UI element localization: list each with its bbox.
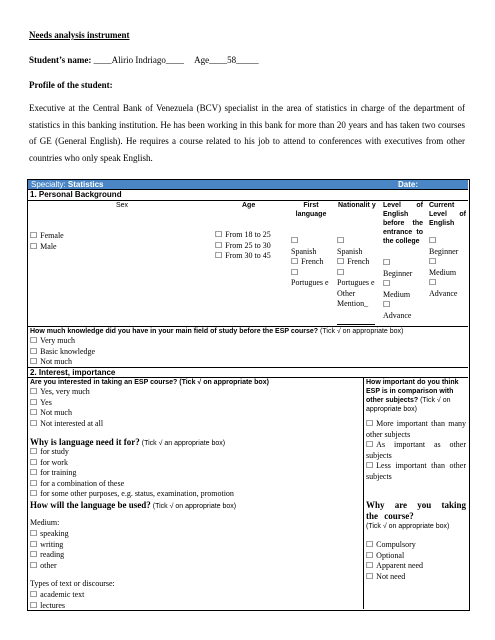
- level-before-medium: Medium: [383, 289, 411, 299]
- medium-speaking[interactable]: ☐ speaking: [30, 529, 69, 540]
- specialty-bar: [28, 180, 468, 189]
- knowledge-question-line: [30, 327, 403, 336]
- knowledge-very-much[interactable]: ☐ Very much: [30, 336, 95, 347]
- why-taking-apparent-need[interactable]: ☐ Apparent need: [366, 561, 423, 572]
- first-language-spanish: Spanish: [291, 246, 317, 256]
- sex-option-male[interactable]: ☐ Male: [30, 241, 64, 252]
- why-other-purposes[interactable]: ☐ for some other purposes, e.g. status, examination, promotion: [30, 489, 234, 500]
- knowledge-basic[interactable]: ☐ Basic knowledge: [30, 347, 95, 358]
- student-age: 58_____: [227, 55, 259, 65]
- why-for-study[interactable]: ☐ for study: [30, 447, 234, 458]
- why-taking-block: [366, 500, 466, 531]
- nationality-other: Other Mention_: [337, 288, 369, 308]
- importance-hint: (Tick √ on appropriate box): [366, 397, 451, 413]
- level-before-options: [383, 258, 425, 321]
- why-taking-compulsory[interactable]: ☐ Compulsory: [366, 540, 423, 551]
- col-sex: Sex: [116, 202, 129, 209]
- current-level-medium: Medium: [429, 267, 457, 277]
- why-for-work[interactable]: ☐ for work: [30, 458, 234, 469]
- importance-as[interactable]: ☐ As important as other subjects: [366, 440, 466, 461]
- interest-question: Are you interested in taking an ESP course? (Tick √ on appropriate box): [30, 379, 269, 386]
- nationality-french[interactable]: ☐ French: [337, 257, 381, 268]
- age-option-25-30[interactable]: ☐ From 25 to 30: [215, 241, 271, 252]
- types-academic-text[interactable]: ☐ academic text: [30, 590, 84, 601]
- medium-other[interactable]: ☐ other: [30, 561, 69, 572]
- knowledge-question: How much knowledge did you have in your main field of study before the ESP course?: [30, 328, 319, 335]
- section-personal-background: 1. Personal Background: [30, 190, 122, 199]
- why-options: [30, 447, 234, 500]
- age-option-18-25[interactable]: ☐ From 18 to 25: [215, 230, 271, 241]
- checkbox-icon[interactable]: ☐: [383, 258, 391, 267]
- medium-writing[interactable]: ☐ writing: [30, 540, 69, 551]
- types-options: [30, 590, 84, 611]
- first-language-french[interactable]: ☐ French: [291, 257, 335, 268]
- interest-yes[interactable]: ☐ Yes: [30, 398, 103, 409]
- specialty-value: Statistics: [67, 180, 104, 189]
- section-interest-importance: 2. Interest, importance: [30, 368, 116, 377]
- interest-very-much[interactable]: ☐ Yes, very much: [30, 387, 103, 398]
- how-question-line: [30, 500, 236, 511]
- why-for-training[interactable]: ☐ for training: [30, 468, 234, 479]
- why-taking-optional[interactable]: ☐ Optional: [366, 551, 423, 562]
- current-level-beginner: Beginner: [429, 246, 459, 256]
- checkbox-icon[interactable]: ☐: [429, 278, 437, 287]
- nationality-spanish: Spanish: [337, 246, 363, 256]
- nationality-portuguese: Portugues e: [337, 278, 375, 287]
- medium-label: Medium:: [30, 518, 60, 527]
- why-taking-options: [366, 540, 423, 582]
- specialty-label: Specialty:: [31, 180, 66, 189]
- checkbox-icon[interactable]: ☐: [383, 300, 391, 309]
- first-language-portuguese: Portugues e: [291, 278, 329, 287]
- checkbox-icon[interactable]: ☐: [337, 267, 345, 277]
- how-hint: (Tick √ on appropriate box): [152, 503, 237, 510]
- profile-text: Executive at the Central Bank of Venezuela (BCV) specialist in the area of statistics in charge of the department of statistics in this banking institution. He has been working in this bank for more than 20 years and has taken two courses of GE (General English). He requires a course related to his job to attend to conferences with executives from other countries who only speak English.: [29, 103, 465, 163]
- col-nationality: Nationalit y: [338, 202, 376, 209]
- why-taking-not-need[interactable]: ☐ Not need: [366, 572, 423, 583]
- student-line: [29, 55, 259, 66]
- importance-question: How important do you think ESP is in comparison with other subjects?: [366, 379, 459, 404]
- why-hint: (Tick √ an appropriate box): [141, 440, 226, 447]
- nationality-options: [337, 236, 381, 310]
- col-first-language: First language: [295, 202, 327, 218]
- types-lectures[interactable]: ☐ lectures: [30, 601, 84, 612]
- checkbox-icon[interactable]: ☐: [291, 267, 299, 277]
- why-question: Why is language need it for?: [30, 437, 140, 447]
- knowledge-hint: (Tick √ on appropriate box): [320, 328, 404, 335]
- medium-reading[interactable]: ☐ reading: [30, 550, 69, 561]
- current-level-options: [429, 236, 467, 299]
- checkbox-icon[interactable]: ☐: [383, 279, 391, 288]
- importance-more[interactable]: ☐ More important than many other subjects: [366, 419, 466, 440]
- age-label: Age____: [194, 55, 228, 65]
- col-age: Age: [242, 202, 256, 209]
- checkbox-icon[interactable]: ☐: [429, 236, 437, 245]
- student-name-label: Student’s name:: [29, 55, 92, 65]
- interest-options: [30, 387, 103, 429]
- level-before-advance: Advance: [383, 310, 412, 320]
- how-question: How will the language be used?: [30, 500, 151, 510]
- col-current-level: Current Level of English: [429, 202, 466, 227]
- age-options: [215, 230, 271, 262]
- student-name: ____Alirio Indriago____: [93, 55, 184, 65]
- interest-not-much[interactable]: ☐ Not much: [30, 408, 103, 419]
- why-taking-hint: (Tick √ on appropriate box): [366, 523, 450, 530]
- interest-not-at-all[interactable]: ☐ Not interested at all: [30, 419, 103, 430]
- knowledge-options: [30, 336, 95, 368]
- col-level-before: Level of English before the entrance to the college: [383, 202, 423, 245]
- why-combination[interactable]: ☐ for a combination of these: [30, 479, 234, 490]
- sex-options: [30, 230, 64, 252]
- first-language-options: [291, 236, 335, 289]
- level-before-beginner: Beginner: [383, 268, 413, 278]
- profile-heading: Profile of the student:: [29, 80, 113, 90]
- knowledge-not-much[interactable]: ☐ Not much: [30, 357, 95, 368]
- importance-block: [366, 378, 466, 414]
- checkbox-icon[interactable]: ☐: [429, 257, 437, 266]
- medium-options: [30, 529, 69, 571]
- checkbox-icon[interactable]: ☐: [291, 236, 299, 245]
- importance-options: [366, 419, 466, 482]
- why-taking-question: Why are you taking the course?: [366, 500, 466, 521]
- sex-option-female[interactable]: ☐ Female: [30, 230, 64, 241]
- document-title: Needs analysis instrument: [29, 30, 130, 40]
- current-level-advance: Advance: [429, 288, 458, 298]
- age-option-30-45[interactable]: ☐ From 30 to 45: [215, 251, 271, 262]
- date-label: Date:: [398, 180, 419, 189]
- types-label: Types of text or discourse:: [30, 579, 115, 588]
- checkbox-icon[interactable]: ☐: [337, 236, 345, 245]
- importance-less[interactable]: ☐ Less important than other subjects: [366, 461, 466, 482]
